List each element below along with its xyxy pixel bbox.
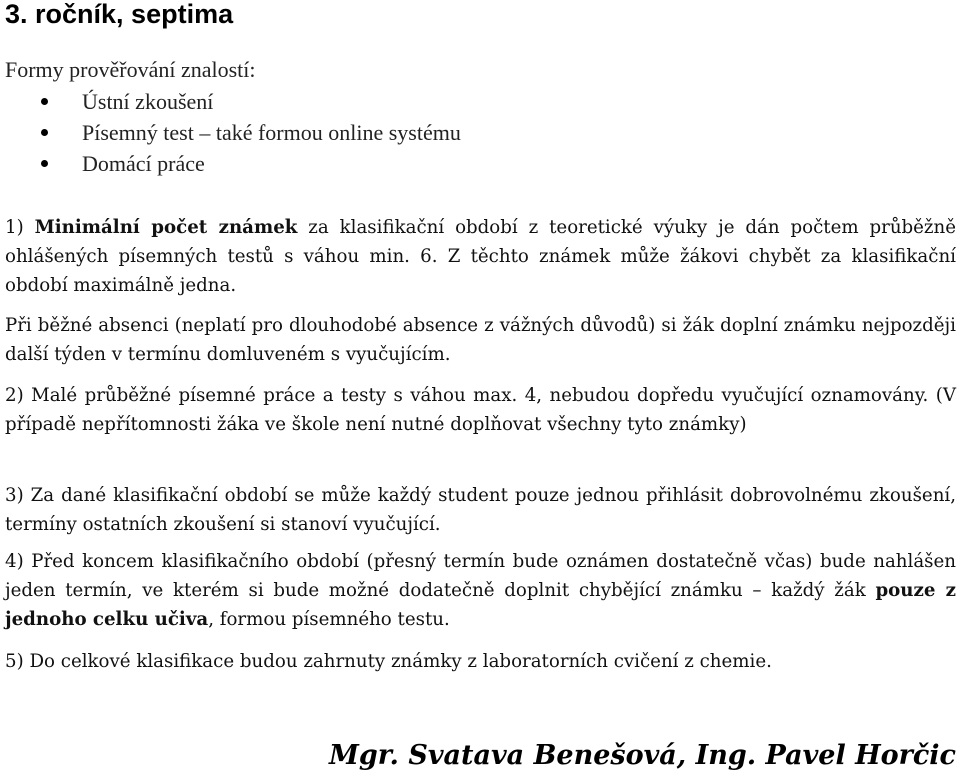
signature: Mgr. Svatava Benešová, Ing. Pavel Horčic (329, 740, 956, 771)
list-item (5, 148, 461, 179)
rule-4-after: , formou písemného testu. (208, 609, 450, 630)
method-label: Písemný test – také formou online systému (82, 120, 461, 145)
methods-intro: Formy prověřování znalostí: (5, 57, 256, 82)
rule-4 (5, 547, 956, 634)
rule-4-before: 4) Před koncem klasifikačního období (přesný termín bude oznámen dostatečně včas) bude nahlášen jeden termín, ve kterém si bude možné dodatečně doplnit chybějící známku – každý žák (5, 551, 956, 601)
rule-1-number: 1) (5, 217, 35, 238)
method-label: Ústní zkoušení (82, 89, 214, 114)
rule-1-text: za klasifikační období z teoretické výuky je dán počtem průběžně ohlášených písemných testů s váhou min. 6. Z těchto známek může žákovi chybět za klasifikační období maximálně jedna. (5, 217, 956, 296)
list-item (5, 117, 461, 148)
rule-1-absence: Při běžné absenci (neplatí pro dlouhodobé absence z vážných důvodů) si žák doplní známku nejpozději další týden v termínu domluveném s vyučujícím. (5, 315, 956, 365)
method-label: Domácí práce (82, 151, 205, 176)
rule-3: 3) Za dané klasifikační období se může každý student pouze jednou přihlásit dobrovolnému zkoušení, termíny ostatních zkoušení si stanoví vyučující. (5, 485, 956, 535)
rule-1 (5, 213, 956, 300)
methods-list (5, 86, 461, 179)
bullet-icon (41, 98, 48, 105)
page-heading: 3. ročník, septima (5, 0, 234, 29)
bullet-icon (41, 160, 48, 167)
bullet-icon (41, 129, 48, 136)
rule-2-note: (V případě nepřítomnosti žáka ve škole není nutné doplňovat všechny tyto známky) (5, 385, 957, 435)
list-item (5, 86, 461, 117)
rule-1-bold: Minimální počet známek (34, 217, 298, 238)
rule-4-bold: pouze z jednoho celku učiva (5, 580, 956, 630)
rule-5: 5) Do celkové klasifikace budou zahrnuty známky z laboratorních cvičení z chemie. (5, 651, 772, 672)
rule-2-text: 2) Malé průběžné písemné práce a testy s váhou max. 4, nebudou dopředu vyučující oznamovány. (5, 385, 929, 406)
rule-2 (5, 381, 956, 439)
